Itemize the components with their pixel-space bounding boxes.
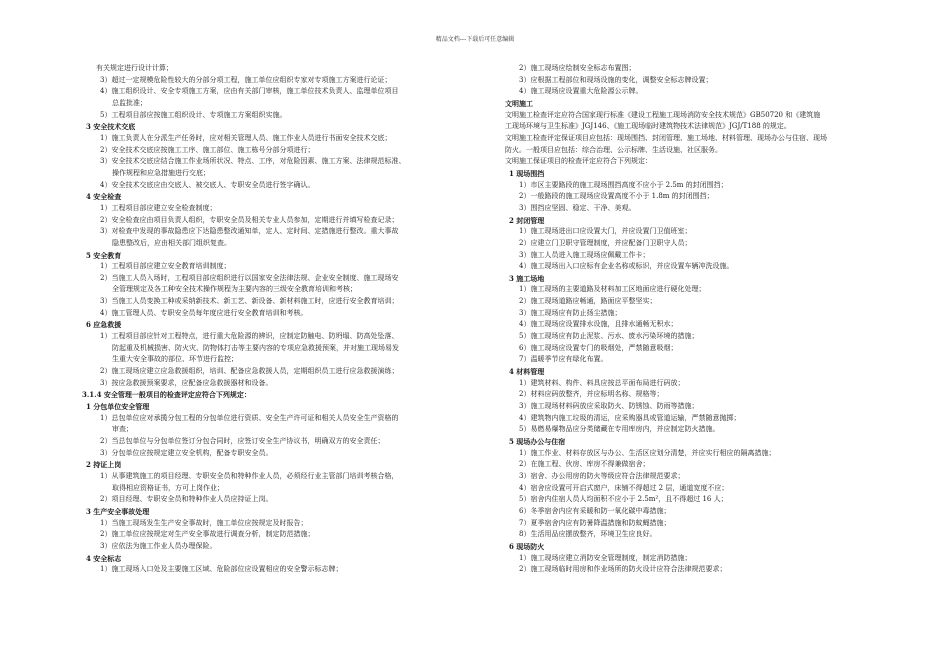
section-heading: 4 材料管理 — [509, 367, 545, 377]
text-line: 隐患整改后，应由相关部门组织复查。 — [112, 238, 231, 247]
text-line: 4）安全技术交底应由交底人、被交底人、专职安全员进行签字确认。 — [100, 180, 315, 189]
text-line: 6）施工现场应设置专门的吸烟处，严禁随意吸烟； — [519, 343, 678, 352]
text-line: 3）施工现场应有防止扬尘措施； — [519, 308, 622, 317]
text-line: 4）施工组织设计、安全专项施工方案，应由有关部门审核，施工单位技术负责人、监理单位项目 — [100, 87, 399, 96]
text-line: 6）冬季宿舍内应有采暖和防一氧化碳中毒措施； — [519, 506, 671, 515]
text-line: 2）安全技术交底应按施工工序、施工部位、施工栋号分部分项进行； — [100, 145, 315, 154]
text-line: 8）生活用品应摆放整齐，环境卫生应良好。 — [519, 530, 657, 539]
text-line: 2）在施工程、伙房、库房不得兼做宿舍； — [519, 460, 650, 469]
text-line: 2）施工现场应建立应急救援组织，培训、配备应急救援人员，定期组织员工进行应急救援演练； — [100, 367, 399, 376]
text-line: 1）市区主要路段的施工现场围挡高度不应小于 2.5m 的封闭围挡； — [519, 180, 728, 189]
text-line: 1）工程项目部应建立安全检查制度； — [100, 203, 217, 212]
text-line: 3）宿舍、办公用房的防火等级应符合法律规范要求； — [519, 471, 685, 480]
text-line: 2）安全检查应由项目负责人组织，专职安全员及相关专业人员参加，定期进行并填写检查记录； — [100, 215, 399, 224]
text-line: 5）易燃易爆物品应分类储藏在专用库房内，并应制定防火措施。 — [519, 425, 720, 434]
text-line: 1）建筑材料、构件、料具应按总平面布局进行码放； — [519, 378, 685, 387]
text-line: 2）项目经理、专职安全员和特种作业人员应持证上岗。 — [100, 495, 273, 504]
text-line: 1）工程项目部应建立安全教育培训制度； — [100, 262, 231, 271]
text-line: 1）从事建筑施工的项目经理、专职安全员和特种作业人员，必须经行业主管部门培训考核合格， — [100, 471, 399, 480]
text-line: 2）应建立门卫职守管理制度，并应配备门卫职守人员； — [519, 238, 692, 247]
left-column — [82, 63, 472, 576]
section-heading: 1 现场围挡 — [509, 168, 545, 178]
text-line: 文明施工保证项目的检查评定应符合下列规定： — [505, 157, 652, 166]
text-line: 1）施工现场的主要道路及材料加工区地面应进行硬化处理； — [519, 285, 706, 294]
text-line: 1）当施工现场发生生产安全事故时，施工单位应按规定及时报告； — [100, 518, 308, 527]
text-line: 生重大安全事故的部位、环节进行监控； — [112, 355, 238, 364]
text-line: 2）当总包单位与分包单位签订分包合同时，应签订安全生产协议书，明确双方的安全责任； — [100, 437, 385, 445]
text-line: 2）材料应码放整齐，并应标明名称、规格等； — [519, 390, 664, 399]
text-line: 1）工程项目部应针对工程特点，进行重大危险源的辨识，应制定防触电、防坍塌、防高处坠落、 — [100, 332, 399, 341]
text-line: 4）施工现场出入口应标有企业名称或标识，并应设置车辆冲洗设施。 — [519, 262, 734, 271]
text-line: 防起重及机械损害、防火灾、防物体打击等主要内容的专项应急救援预案，并对施工现场易发 — [112, 343, 399, 352]
text-line: 1）总包单位应对承揽分包工程的分包单位进行资质、安全生产许可证和相关人员安全生产资格的 — [100, 413, 399, 422]
section-heading: 2 持证上岗 — [86, 460, 122, 470]
text-line: 取得相应资格证书，方可上岗作业； — [112, 483, 224, 492]
section-heading: 1 分包单位安全管理 — [86, 402, 150, 412]
text-line: 3）对检查中发现的事故隐患应下达隐患整改通知单，定人、定时间、定措施进行整改。重大事故 — [100, 227, 399, 236]
text-line: 3）施工现场材料码放应采取防火、防锈蚀、防雨等措施； — [519, 402, 699, 411]
text-line: 3）应依法为施工作业人员办理保险。 — [100, 541, 217, 550]
text-line: 4）施工管理人员、专职安全员每年度应进行安全教育培训和考核。 — [100, 308, 308, 317]
text-line: 5）宿舍内住宿人员人均面积不应小于 2.5m²，且不得超过 16 人； — [519, 495, 728, 504]
section-heading: 5 安全教育 — [86, 250, 122, 260]
text-line: 1）施工现场应建立消防安全管理制度，制定消防措施； — [519, 553, 692, 562]
section-heading: 3 施工场地 — [509, 273, 545, 283]
text-line: 5）工程项目部应按施工组织设计、专项施工方案组织实施。 — [100, 110, 287, 119]
text-line: 全管理规定及各工种安全技术操作规程为主要内容的三级安全教育培训和考核； — [112, 285, 357, 294]
text-line: 1）施工现场进出口应设置大门，并应设置门卫值班室； — [519, 227, 692, 236]
section-heading: 3 安全技术交底 — [86, 122, 136, 132]
text-line: 3）应根据工程部位和现场设施的变化，调整安全标志牌设置； — [519, 75, 713, 84]
text-line: 2）当施工人员入场时，工程项目部应组织进行以国家安全法律法规、企业安全制度、施工现场安 — [100, 273, 399, 282]
text-line: 2）施工现场道路应畅通，路面应平整坚实； — [519, 297, 657, 306]
text-line: 防火。一般项目应包括：综合治理、公示标牌、生活设施、社区服务。 — [505, 145, 722, 154]
section-heading: 6 现场防火 — [509, 541, 545, 551]
text-line: 4）建筑物内施工垃圾的清运，应采购器具或管道运输，严禁随意抛掷； — [519, 413, 741, 422]
section-heading: 2 封闭管理 — [509, 215, 545, 225]
text-line: 4）宿舍应设置可开启式窗户，床铺不得超过 2 层，通道宽度不应； — [519, 483, 729, 492]
section-heading: 3.1.4 安全管理一般项目的检查评定应符合下列规定： — [82, 390, 251, 400]
text-line: 4）施工现场应设置重大危险源公示牌。 — [519, 87, 643, 96]
text-line: 3）超过一定规模危险性较大的分部分项工程，施工单位应组织专家对专项施工方案进行论证； — [100, 75, 392, 84]
text-line: 3）安全技术交底应结合施工作业场所状况、特点、工序，对危险因素、施工方案、法律规范标准、 — [100, 157, 406, 166]
section-heading: 6 应急救援 — [86, 320, 122, 330]
text-line: 2）一般路段的施工现场应设置高度不小于 1.8m 的封闭围挡； — [519, 192, 714, 201]
text-line: 1）施工现场入口处及主要施工区域、危险部位应设置相应的安全警示标志牌； — [100, 565, 343, 574]
text-line: 5）施工现场应有防止泥浆、污水、废水污染环境的措施； — [519, 332, 699, 341]
text-line: 3）分包单位应按规定建立安全机构，配备专职安全员。 — [100, 448, 273, 457]
section-heading: 3 生产安全事故处理 — [86, 506, 150, 516]
text-line: 1）施工负责人在分派生产任务时，应对相关管理人员、施工作业人员进行书面安全技术交底； — [100, 133, 392, 142]
text-line: 4）施工现场应设置排水设施，且排水通畅无积水； — [519, 320, 678, 329]
text-line: 有关规定进行设计计算； — [96, 64, 173, 72]
text-line: 3）施工人员进入施工现场应佩戴工作卡； — [519, 250, 650, 259]
text-line: 3）按应急救援预案要求，应配备应急救援器材和设备。 — [100, 378, 273, 387]
text-line: 文明施工检查评定应符合国家现行标准《建设工程施工现场消防安全技术规范》GB50720 和《建筑施 — [505, 110, 821, 119]
text-line: 审查； — [112, 425, 133, 434]
text-line: 7）温暖季节应有绿化布置。 — [519, 355, 608, 364]
text-line: 工现场环境与卫生标准》JGJ146、《施工现场临时建筑物技术法律规范》JGJ/T188 的规定。 — [505, 122, 791, 131]
text-line: 3）围挡应坚固、稳定、干净、美观。 — [519, 203, 636, 212]
text-line: 2）施工现场应绘制安全标志布置图； — [519, 64, 636, 72]
text-line: 2）施工现场临时用房和作业场所的防火设计应符合法律规范要求； — [519, 565, 727, 574]
text-line: 2）施工单位应按规定对生产安全事故进行调查分析，制定防范措施； — [100, 530, 315, 539]
section-heading: 4 安全标志 — [86, 553, 122, 563]
page-header: 精品文档---下载后可任意编辑 — [435, 36, 515, 43]
text-line: 总监批准； — [112, 98, 147, 107]
text-line: 7）夏季宿舍内应有防暑降温措施和防蚊蝇措施； — [519, 518, 671, 527]
text-line: 1）施工作业、材料存放区与办公、生活区应划分清楚，并应实行相应的隔离措施； — [519, 448, 776, 457]
text-line: 操作规程和应急措施进行交底； — [112, 168, 210, 177]
section-heading: 4 安全检查 — [86, 192, 122, 202]
text-line: 文明施工检查评定保证项目应包括：现场围挡、封闭管理、施工场地、材料管理、现场办公与住宿、现场 — [505, 133, 827, 142]
section-heading: 5 现场办公与住宿 — [509, 437, 566, 446]
right-column — [505, 63, 895, 576]
section-heading: 文明施工 — [505, 98, 533, 108]
text-line: 3）当施工人员变换工种或采纳新技术、新工艺、新设备、新材料施工时，应进行安全教育培训； — [100, 297, 399, 306]
